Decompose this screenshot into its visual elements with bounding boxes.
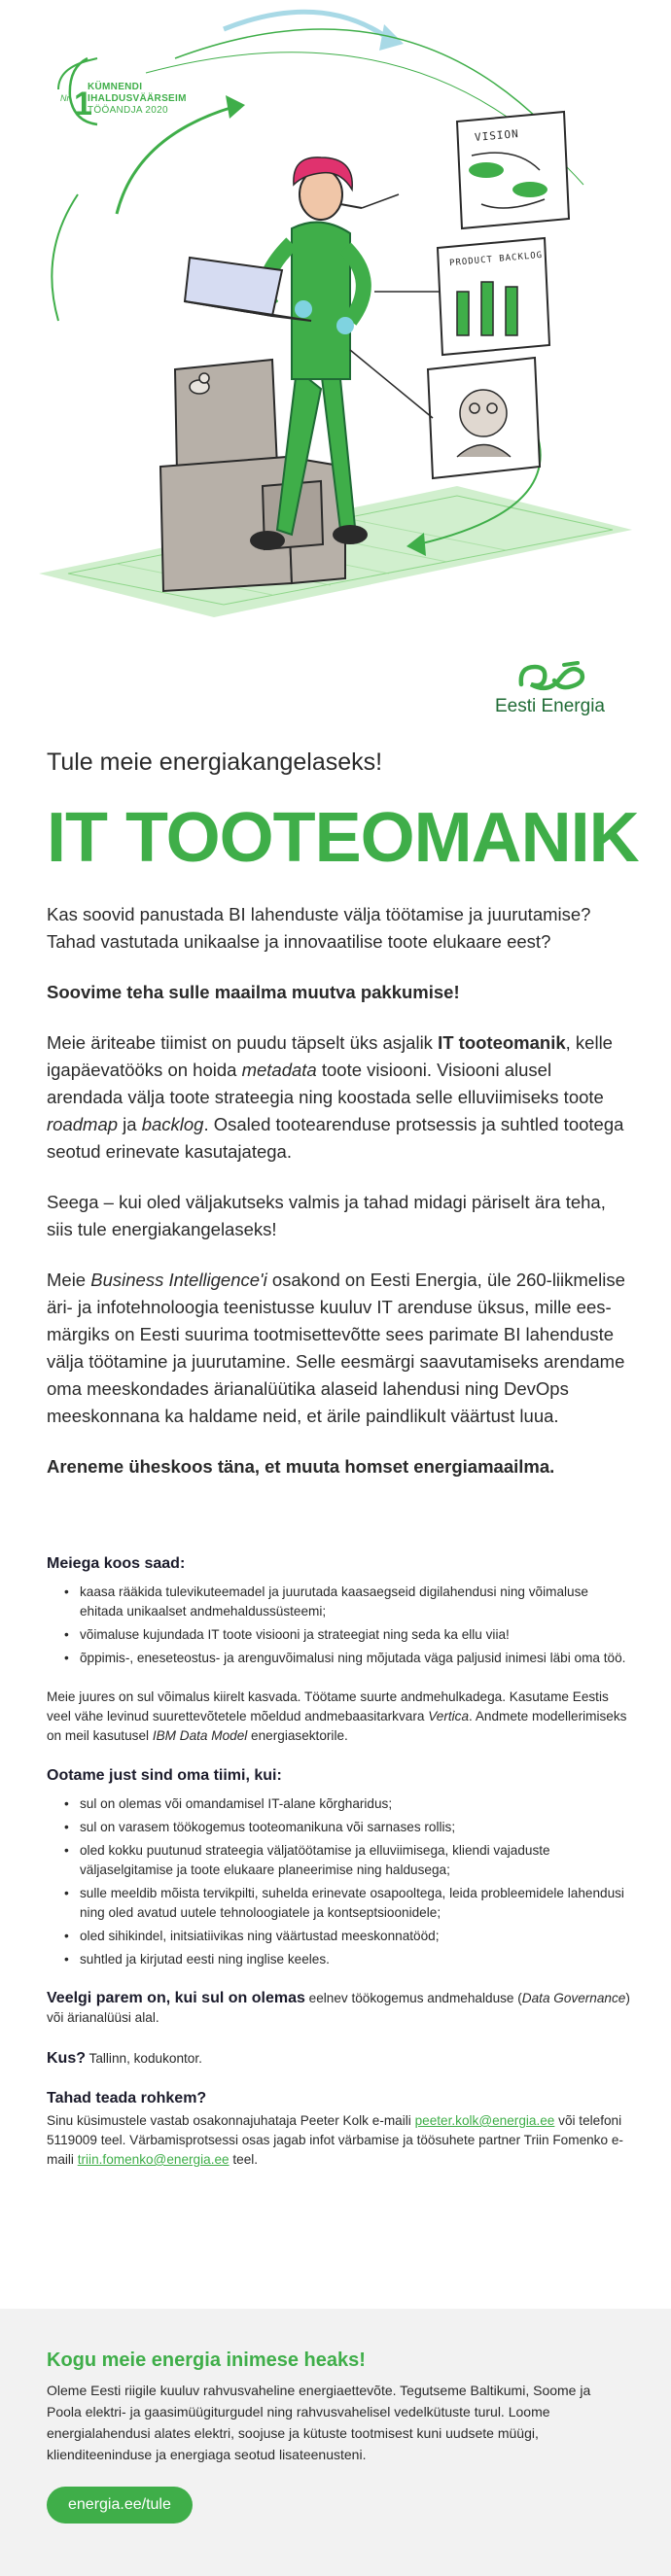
growth-paragraph: Meie juures on sul võimalus kiirelt kasvada. Töötame suurte andmehulkadega. Kasutame Eestis veel vähe levinud suurettevõtetele mõeldud andmebaasitarkvara Vertica. Andmete modellerimiseks on meil kasutusel IBM Data Model energiasektorile. (47, 1689, 627, 1743)
main-content (47, 748, 639, 1504)
department-paragraph: Meie Business Intelligence'i osakond on Eesti Energia, üle 260-liikmelise äri- ja infotehnoloogia teenistusse kuuluv IT arenduse üksus, mille ees-märgiks on Eesti suurima tootmisettevõtte sees parimate BI lahenduste välja töötamine ja juurutamine. Selle eesmärgi saavutamiseks arendame oma meeskondades ärianalüütika alaseid lahendusi ning DevOps meeskonnana ka haldame neid, et ärile paindlikult väärtust luua. (47, 1270, 625, 1426)
list-item: • võimaluse kujundada IT toote visiooni ja strateegiat ning seda ka ellu viia! (64, 1625, 630, 1645)
award-badge-text (88, 82, 187, 117)
eesti-energia-logo (459, 661, 605, 719)
badge-line-3: TÖÖANDJA 2020 (88, 105, 168, 116)
closing-statement: Areneme üheskoos täna, et muuta homset energiamaailma. (47, 1456, 555, 1477)
job-title: IT TOOTEOMANIK (47, 799, 639, 877)
list-item: • suhtled ja kirjutad eesti ning inglise keeles. (64, 1950, 630, 1969)
badge-prefix: Nr. (60, 93, 72, 103)
vision-panel-label: VISION (474, 127, 520, 144)
list-item: • kaasa rääkida tulevikuteemadel ja juurutada kaasaegseid digilahendusi ning võimaluse ehitada unikaalset andmehaldussüsteemi; (64, 1583, 630, 1621)
footer-text: Oleme Eesti riigile kuuluv rahvusvaheline energiaettevõte. Tegutseme Baltikumi, Soome ja Poola elektri- ja gaasimüügiturgudel ning rahvusvahelisel vedelkütuste turul. Loome energialahendusi alates elektri, soojuse ja kütuste tootmisest kuni uudsete müügi, klienditeeninduse ja energiaga seotud lisateenusteni. (47, 2383, 591, 2462)
badge-line-1: KÜMNENDI (88, 82, 143, 92)
list-item: • oled kokku puutunud strateegia väljatöötamise ja elluviimisega, kliendi vajaduste väljaselgitamise ja toote elukaare planeerimise ning haldusega; (64, 1841, 630, 1880)
intro-paragraph: Kas soovid panustada BI lahenduste välja töötamise ja juurutamise? Tahad vastutada unikaalse ja innovaatilise toote elukaare eest? (47, 904, 591, 952)
hero-illustration (0, 0, 671, 642)
logo-wordmark: Eesti Energia (494, 696, 605, 716)
svg-text:1: 1 (74, 86, 92, 122)
list-item: • sulle meeldib mõista tervikpilti, suhelda erinevate osapooltega, leida probleemidele lahendusi ning oled avatud uutele tehnoloogiatele ja kontseptsioonidele; (64, 1884, 630, 1923)
location-paragraph: Kus? Tallinn, kodukontor. (47, 2050, 202, 2067)
list-item: • sul on varasem töökogemus tooteomanikuna või sarnases rollis; (64, 1818, 630, 1837)
benefits-list (64, 1583, 630, 1668)
contact-heading: Tahad teada rohkem? (47, 2090, 207, 2106)
email-link-peeter[interactable]: peeter.kolk@energia.ee (414, 2113, 555, 2128)
list-item: • õppimis-, eneseteostus- ja arenguvõimalusi ning mõjutada väga paljusid inimesi läbi oma töö. (64, 1649, 630, 1668)
badge-line-2: IHALDUSVÄÄRSEIM (88, 93, 187, 104)
offer-statement: Soovime teha sulle maailma muutva pakkumise! (47, 982, 460, 1002)
apply-button[interactable]: energia.ee/tule (47, 2487, 193, 2524)
requirements-heading: Ootame just sind oma tiimi, kui: (47, 1767, 282, 1784)
list-item: • sul on olemas või omandamisel IT-alane kõrgharidus; (64, 1794, 630, 1814)
email-link-triin[interactable]: triin.fomenko@energia.ee (77, 2152, 230, 2167)
job-details (47, 1555, 630, 2191)
benefits-heading: Meiega koos saad: (47, 1555, 186, 1572)
role-paragraph: Meie äriteabe tiimist on puudu täpselt üks asjalik IT tooteomanik, kelle igapäevatööks on hoida metadata toote visiooni. Visiooni alusel arendada välja toote strateegia ning koostada selle elluviimiseks toote roadmap ja backlog. Osaled tootearenduse protsessis ja suhtled tootega seotud erinevate kasutajatega. (47, 1032, 624, 1162)
eesti-energia-logo-icon (515, 661, 585, 696)
contact-paragraph: Sinu küsimustele vastab osakonnajuhataja Peeter Kolk e-maili peeter.kolk@energia.ee või telefoni 5119009 teel. Värbamisprotsessi osas jagab infot värbamise ja töösuhete partner Triin Fomenko e-maili triin.fomenko@energia.ee teel. (47, 2113, 623, 2167)
footer (0, 2309, 671, 2576)
requirements-list (64, 1794, 630, 1969)
footer-title: Kogu meie energia inimese heaks! (47, 2350, 366, 2371)
tagline: Tule meie energiakangelaseks! (47, 748, 383, 776)
list-item: • oled sihikindel, initsiatiivikas ning väärtustad meeskonnatööd; (64, 1927, 630, 1946)
backlog-panel-label: PRODUCT BACKLOG (448, 250, 544, 269)
bonus-paragraph: Veelgi parem on, kui sul on olemas eelnev töökogemus andmehalduse (Data Governance) või ärianalüüsi alal. (47, 1990, 630, 2025)
call-paragraph: Seega – kui oled väljakutseks valmis ja tahad midagi päriselt ära teha, siis tule energiakangelaseks! (47, 1192, 606, 1239)
